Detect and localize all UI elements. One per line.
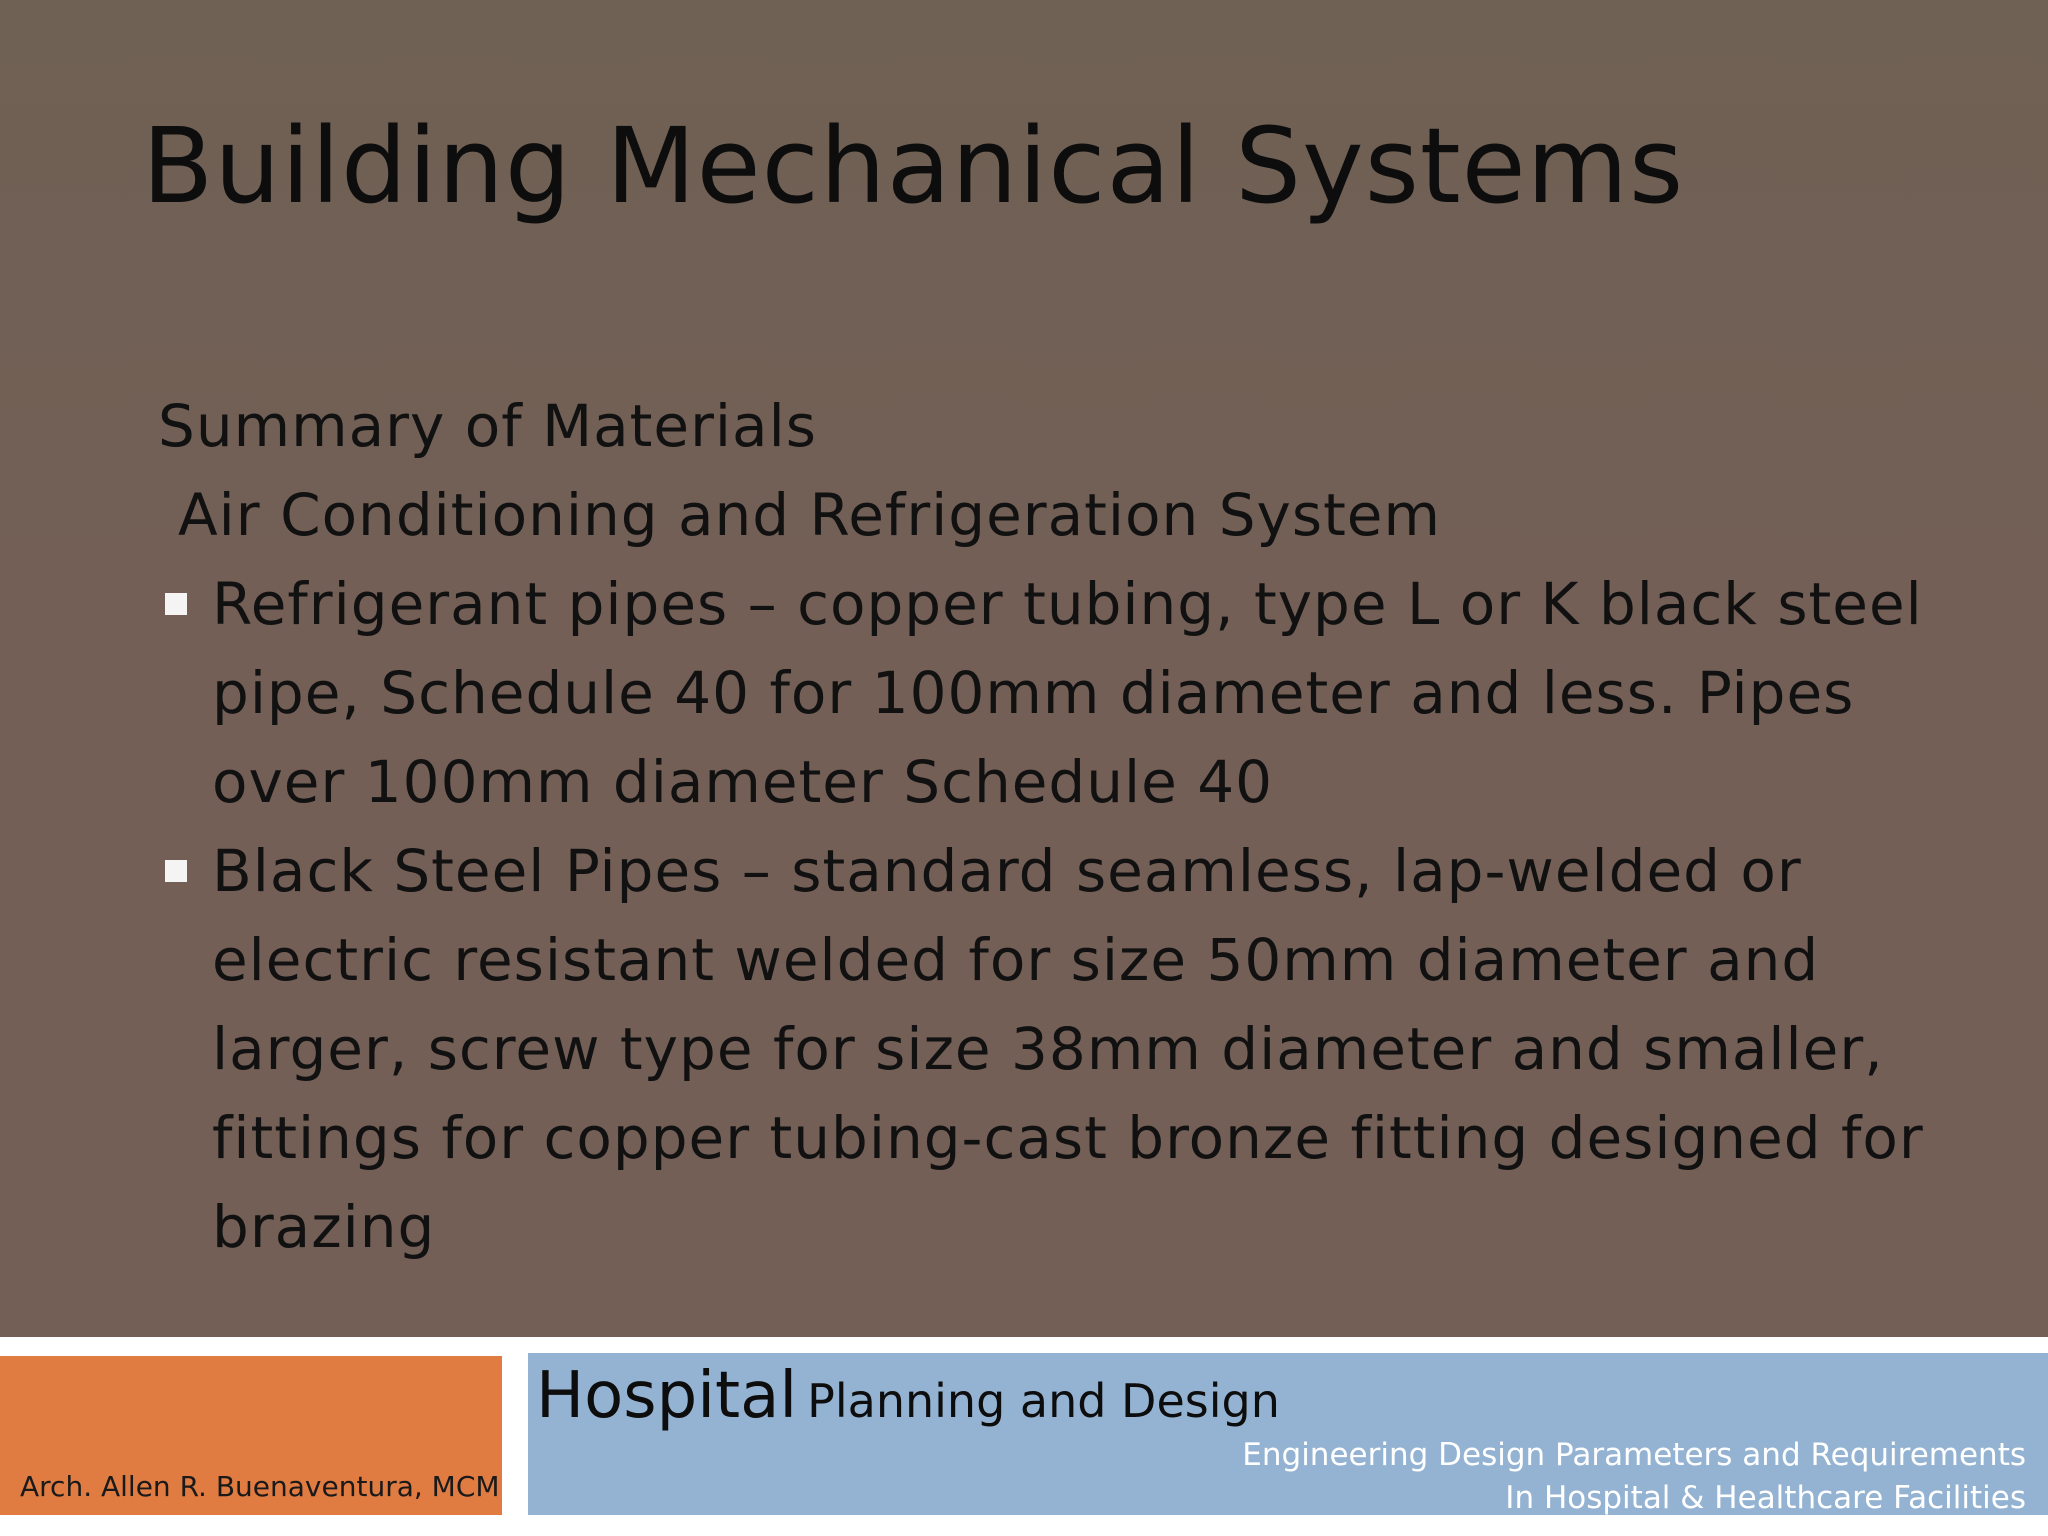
bottom-margin bbox=[0, 1515, 2048, 1536]
footer-brand-panel bbox=[528, 1353, 2048, 1515]
section-subheading: Air Conditioning and Refrigeration System bbox=[178, 481, 1441, 549]
square-bullet-icon bbox=[165, 860, 187, 882]
footer-subtitle-line2: In Hospital & Healthcare Facilities bbox=[1505, 1480, 2026, 1515]
bullet-text: Black Steel Pipes – standard seamless, lap-welded or electric resistant welded for size 50mm diameter and larger, screw type for size 38mm diameter and smaller, fittings for copper tubing-cast bronze fitting designed for brazing bbox=[212, 837, 1924, 1261]
section-heading: Summary of Materials bbox=[158, 392, 817, 460]
brand-title bbox=[536, 1359, 1280, 1433]
brand-main: Hospital bbox=[536, 1359, 798, 1433]
square-bullet-icon bbox=[165, 593, 187, 615]
slide-title: Building Mechanical Systems bbox=[142, 105, 1685, 227]
author-name: Arch. Allen R. Buenaventura, MCM bbox=[20, 1470, 500, 1503]
bullet-item bbox=[158, 827, 1992, 1272]
footer-subtitle-line1: Engineering Design Parameters and Requirements bbox=[1242, 1437, 2026, 1473]
brand-rest: Planning and Design bbox=[807, 1374, 1280, 1428]
slide-body bbox=[158, 382, 1988, 1272]
bullet-text: Refrigerant pipes – copper tubing, type L or K black steel pipe, Schedule 40 for 100mm diameter and less. Pipes over 100mm diameter Schedule 40 bbox=[212, 570, 1923, 816]
bullet-item bbox=[158, 560, 1992, 827]
footer-author-panel bbox=[0, 1356, 502, 1515]
